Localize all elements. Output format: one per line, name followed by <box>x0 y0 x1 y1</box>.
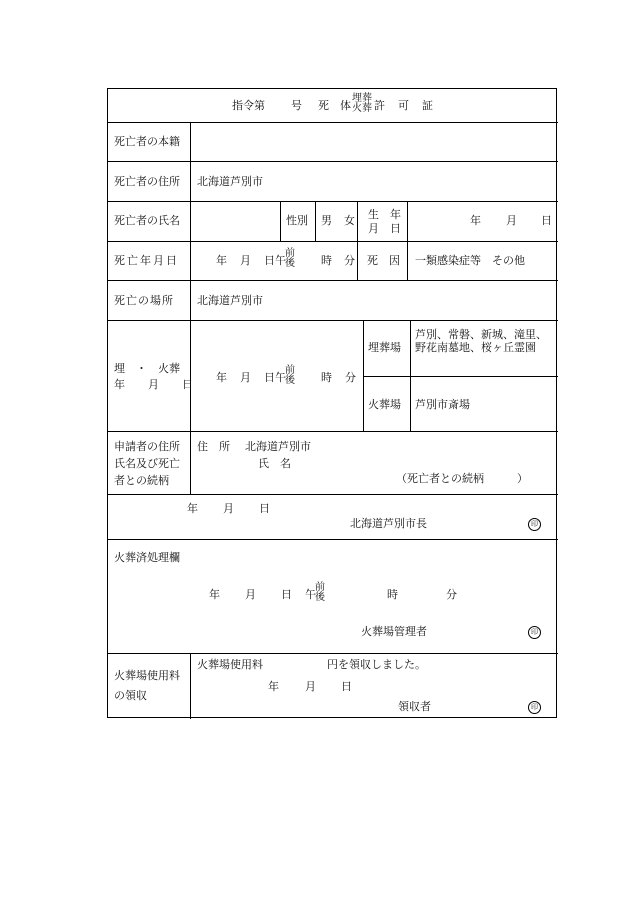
title-kasou: 火葬 <box>352 103 372 114</box>
burial-year: 年 <box>216 371 227 384</box>
burial-label-top: 埋 ・ 火葬 <box>114 362 180 375</box>
rule <box>108 201 558 202</box>
birth-label-bottom: 月 日 <box>368 222 401 235</box>
cause-label: 死 因 <box>367 254 400 267</box>
fee-suffix: 円を領収しました。 <box>327 658 426 671</box>
fee-prefix: 火葬場使用料 <box>197 658 263 671</box>
title-char-tai: 体 <box>340 99 351 112</box>
issue-year: 年 <box>187 502 198 515</box>
fee-month: 月 <box>305 680 316 693</box>
cremation-go: 午 <box>305 588 316 601</box>
rule <box>108 539 558 540</box>
rule <box>108 653 558 654</box>
death-go: 午 <box>275 254 286 267</box>
cremation-done-label: 火葬済処理欄 <box>114 551 180 564</box>
crematorium-manager: 火葬場管理者 <box>361 625 427 638</box>
title-char-kyo: 許 <box>374 99 385 112</box>
gender-male: 男 <box>321 214 332 227</box>
crematorium-label: 火葬場 <box>368 398 401 411</box>
applicant-address-value: 北海道芦別市 <box>245 440 311 453</box>
rule <box>108 494 558 495</box>
title-char-sho: 証 <box>422 99 433 112</box>
title-char-ka: 可 <box>398 99 409 112</box>
cremation-am-pm-stack <box>315 583 325 603</box>
title-burial-cremation-stack <box>352 94 372 114</box>
issue-day: 日 <box>259 502 270 515</box>
applicant-label-line2: 氏名及び死亡 <box>114 457 180 470</box>
applicant-label-line3: 者との続柄 <box>114 474 169 487</box>
rule <box>108 320 558 321</box>
applicant-label-line1: 申請者の住所 <box>114 440 180 453</box>
issue-month: 月 <box>223 502 234 515</box>
death-date-label: 死亡年月日 <box>114 254 179 267</box>
address-value: 北海道芦別市 <box>197 175 263 188</box>
burial-site-label: 埋葬場 <box>368 341 401 354</box>
death-minute: 分 <box>344 254 355 267</box>
address-label: 死亡者の住所 <box>114 175 180 188</box>
rule <box>190 653 191 719</box>
rule <box>407 201 408 280</box>
rule <box>108 431 558 432</box>
burial-go: 午 <box>275 371 286 384</box>
applicant-name-label: 氏 名 <box>258 457 291 470</box>
gender-female: 女 <box>344 214 355 227</box>
issuer: 北海道芦別市長 <box>350 517 427 530</box>
death-place-value: 北海道芦別市 <box>197 294 263 307</box>
title-maisou: 埋葬 <box>352 93 372 104</box>
fee-label-line2: の領収 <box>114 689 147 702</box>
birth-day: 日 <box>541 214 552 227</box>
title-prefix: 指令第 <box>232 99 265 112</box>
rule <box>280 201 281 241</box>
rule <box>108 280 558 281</box>
fee-receiver: 領収者 <box>398 700 431 713</box>
manager-seal: 印 <box>528 626 541 639</box>
rule <box>108 122 558 123</box>
burial-month: 月 <box>240 371 251 384</box>
birth-label-top: 生 年 <box>368 208 401 221</box>
death-hour: 時 <box>321 254 332 267</box>
burial-label-bottom: 年 月 日 <box>114 378 199 391</box>
title-char-shi: 死 <box>318 99 329 112</box>
death-am: 前 <box>285 248 295 259</box>
fee-label-line1: 火葬場使用料 <box>114 669 180 682</box>
gender-label: 性別 <box>286 214 308 227</box>
honseki-label: 死亡者の本籍 <box>114 135 180 148</box>
death-am-pm-stack <box>285 249 295 269</box>
cremation-hour: 時 <box>387 588 398 601</box>
fee-year: 年 <box>268 680 279 693</box>
rule <box>363 376 558 377</box>
title-number-suffix: 号 <box>291 99 302 112</box>
permit-form <box>107 88 557 718</box>
cremation-day: 日 <box>281 588 292 601</box>
birth-month: 月 <box>506 214 517 227</box>
cause-options: 一類感染症等 その他 <box>415 254 525 267</box>
burial-pm: 後 <box>285 375 295 386</box>
burial-site-value: 芦別、常磐、新城、滝里、野花南墓地、桜ヶ丘霊園 <box>415 328 547 354</box>
issuer-seal: 印 <box>528 518 541 531</box>
cremation-month: 月 <box>245 588 256 601</box>
death-place-label: 死亡の場所 <box>114 294 174 307</box>
receiver-seal: 印 <box>528 701 541 714</box>
burial-minute: 分 <box>345 371 356 384</box>
rule <box>108 161 558 162</box>
birth-year: 年 <box>470 214 481 227</box>
fee-day: 日 <box>341 680 352 693</box>
applicant-relation: （死亡者との続柄 ） <box>396 472 528 485</box>
rule <box>363 320 364 431</box>
crematorium-value: 芦別市斎場 <box>415 398 470 411</box>
rule <box>108 241 558 242</box>
burial-hour: 時 <box>321 371 332 384</box>
death-day: 日 <box>264 254 275 267</box>
burial-day: 日 <box>264 371 275 384</box>
name-label: 死亡者の氏名 <box>114 214 180 227</box>
death-pm: 後 <box>285 258 295 269</box>
rule <box>410 320 411 431</box>
burial-am: 前 <box>285 365 295 376</box>
rule <box>190 122 191 494</box>
cremation-minute: 分 <box>446 588 457 601</box>
applicant-address-label: 住 所 <box>197 440 230 453</box>
cremation-am: 前 <box>315 582 325 593</box>
death-year: 年 <box>216 254 227 267</box>
cremation-pm: 後 <box>315 592 325 603</box>
cremation-year: 年 <box>209 588 220 601</box>
rule <box>357 201 358 281</box>
burial-am-pm-stack <box>285 366 295 386</box>
rule <box>315 201 316 241</box>
death-month: 月 <box>240 254 251 267</box>
